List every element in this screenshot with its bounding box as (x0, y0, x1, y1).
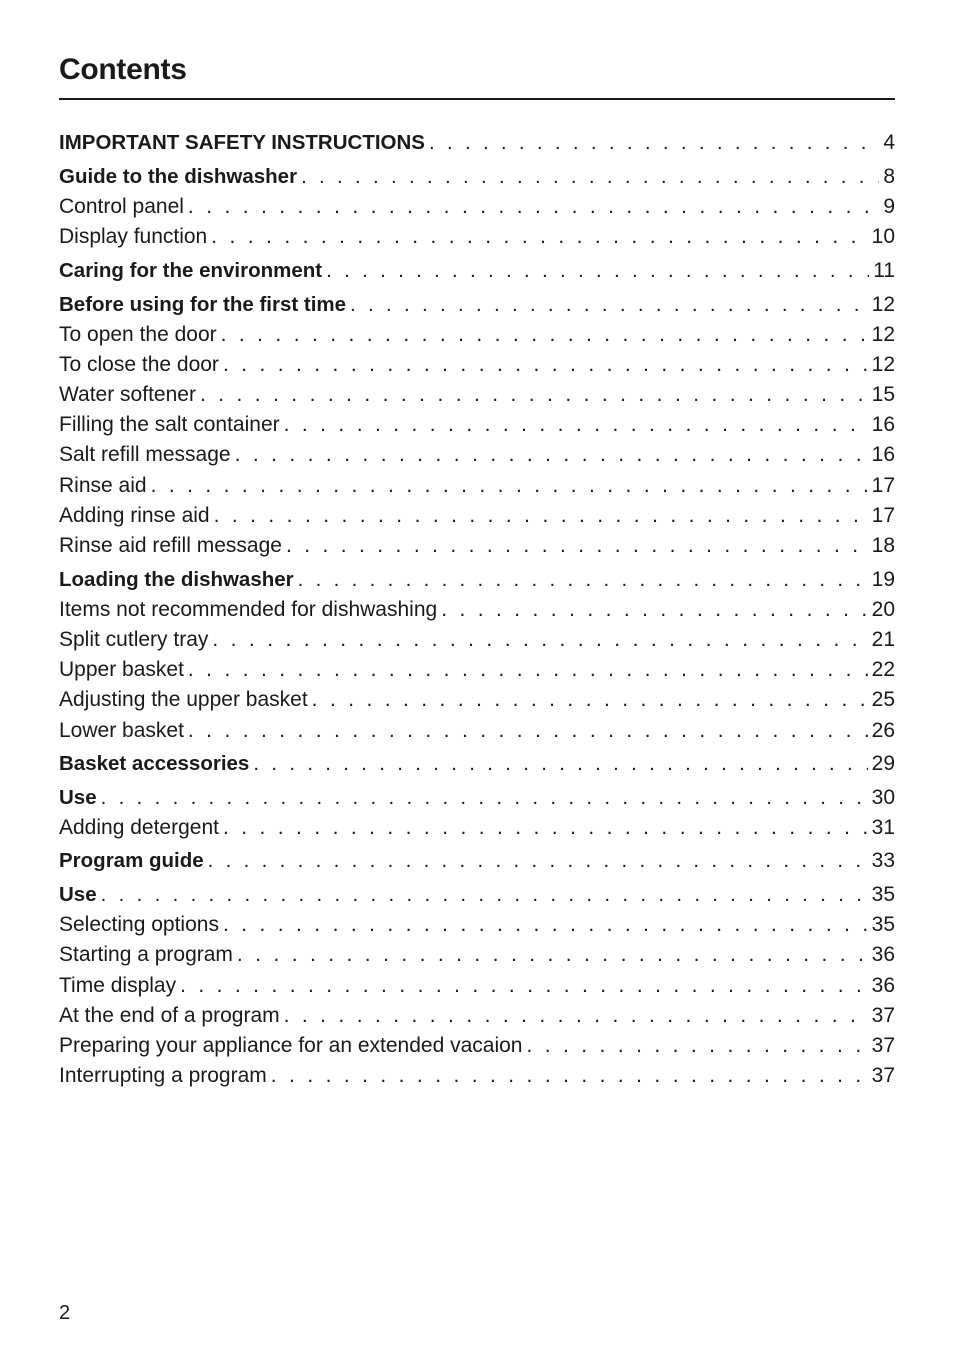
toc-dot-leader (312, 685, 868, 715)
toc-entry[interactable] (59, 531, 895, 561)
toc-entry[interactable] (59, 595, 895, 625)
toc-entry-label: Selecting options (59, 913, 219, 937)
toc-entry-page: 20 (871, 597, 895, 621)
toc-entry[interactable] (59, 685, 895, 715)
toc-entry-page: 25 (871, 688, 895, 712)
toc-dot-leader (188, 192, 879, 222)
toc-entry-page: 16 (871, 413, 895, 437)
toc-entry-label: Before using for the first time (59, 292, 347, 316)
toc-entry-page: 33 (871, 849, 895, 873)
toc-entry-page: 17 (871, 503, 895, 527)
toc-dot-leader (223, 813, 868, 843)
toc-dot-leader (223, 910, 868, 940)
toc-entry[interactable] (59, 440, 895, 470)
toc-dot-leader (221, 320, 868, 350)
toc-dot-leader (326, 256, 869, 286)
toc-entry-label: Interrupting a program (59, 1064, 267, 1088)
page-title: Contents (59, 53, 187, 86)
toc-entry-label: Loading the dishwasher (59, 567, 294, 591)
toc-dot-leader (214, 501, 868, 531)
toc-entry-label: Salt refill message (59, 443, 231, 467)
toc-entry[interactable] (59, 320, 895, 350)
toc-entry[interactable] (59, 162, 895, 192)
toc-entry-label: Guide to the dishwasher (59, 164, 298, 188)
toc-entry-label: To close the door (59, 352, 219, 376)
toc-entry[interactable] (59, 192, 895, 222)
toc-entry-label: Lower basket (59, 718, 184, 742)
toc-entry[interactable] (59, 350, 895, 380)
toc-entry-label: Items not recommended for dishwashing (59, 597, 438, 621)
toc-entry-label: Upper basket (59, 658, 184, 682)
toc-entry-page: 36 (871, 973, 895, 997)
toc-entry-page: 37 (871, 1033, 895, 1057)
toc-entry-page: 16 (871, 443, 895, 467)
toc-dot-leader (271, 1061, 868, 1091)
toc-entry-page: 12 (871, 322, 895, 346)
toc-entry[interactable] (59, 783, 895, 813)
toc-entry-label: Caring for the environment (59, 258, 323, 282)
toc-entry[interactable] (59, 256, 895, 286)
toc-dot-leader (208, 846, 868, 876)
toc-entry-label: Basket accessories (59, 752, 250, 776)
toc-entry-label: Use (59, 883, 97, 907)
toc-entry-page: 36 (871, 943, 895, 967)
toc-entry-page: 19 (871, 567, 895, 591)
toc-entry-page: 35 (871, 883, 895, 907)
toc-entry-label: Rinse aid refill message (59, 534, 282, 557)
toc-entry-page: 9 (883, 195, 895, 219)
toc-entry[interactable] (59, 290, 895, 320)
toc-entry[interactable] (59, 625, 895, 655)
toc-entry-label: Adding detergent (59, 815, 219, 839)
toc-entry-page: 11 (873, 258, 895, 282)
toc-entry[interactable] (59, 1001, 895, 1031)
toc-entry-label: Adjusting the upper basket (59, 688, 308, 712)
toc-entry-label: Use (59, 785, 97, 809)
toc-entry[interactable] (59, 971, 895, 1001)
toc-dot-leader (301, 162, 879, 192)
toc-dot-leader (284, 1001, 868, 1031)
toc-entry[interactable] (59, 1031, 895, 1061)
toc-entry-page: 31 (871, 815, 895, 839)
toc-entry-page: 10 (871, 225, 895, 249)
toc-entry[interactable] (59, 565, 895, 595)
toc-dot-leader (151, 471, 868, 501)
toc-entry-page: 4 (883, 131, 895, 155)
toc-dot-leader (223, 350, 868, 380)
toc-entry-label: IMPORTANT SAFETY INSTRUCTIONS (59, 131, 425, 155)
toc-entry-label: Rinse aid (59, 473, 147, 497)
toc-entry-page: 15 (871, 383, 895, 407)
toc-entry-page: 12 (871, 292, 895, 316)
toc-entry-page: 30 (871, 785, 895, 809)
toc-entry[interactable] (59, 940, 895, 970)
toc-entry[interactable] (59, 749, 895, 779)
toc-dot-leader (188, 655, 868, 685)
toc-dot-leader (350, 290, 868, 320)
toc-entry-page: 21 (871, 627, 895, 651)
toc-entry[interactable] (59, 716, 895, 746)
toc-dot-leader (200, 380, 868, 410)
toc-entry[interactable] (59, 471, 895, 501)
toc-entry-page: 37 (871, 1003, 895, 1027)
toc-entry[interactable] (59, 410, 895, 440)
toc-entry[interactable] (59, 128, 895, 158)
toc-entry-page: 12 (871, 352, 895, 376)
toc-dot-leader (298, 565, 868, 595)
toc-entry[interactable] (59, 380, 895, 410)
toc-entry-label: Time display (59, 973, 177, 997)
toc-dot-leader (284, 410, 868, 440)
toc-entry[interactable] (59, 1061, 895, 1091)
toc-entry-label: Preparing your appliance for an extended vacaion (59, 1033, 523, 1057)
toc-entry[interactable] (59, 501, 895, 531)
page-number: 2 (59, 1302, 71, 1324)
toc-entry[interactable] (59, 910, 895, 940)
toc-entry-label: Display function (59, 225, 208, 249)
toc-entry[interactable] (59, 222, 895, 252)
toc-dot-leader (212, 625, 867, 655)
toc-entry[interactable] (59, 813, 895, 843)
toc-dot-leader (180, 971, 868, 1001)
title-divider (59, 98, 895, 100)
toc-entry-page: 17 (871, 473, 895, 497)
toc-entry-page: 22 (871, 658, 895, 682)
toc-entry-page: 8 (883, 164, 895, 188)
toc-entry-label: Control panel (59, 195, 184, 219)
toc-entry-label: Filling the salt container (59, 413, 280, 437)
toc-entry[interactable] (59, 655, 895, 685)
toc-entry-page: 26 (871, 718, 895, 742)
toc-dot-leader (211, 222, 867, 252)
toc-dot-leader (101, 783, 868, 813)
toc-entry-label: At the end of a program (59, 1003, 280, 1027)
toc-dot-leader (526, 1031, 867, 1061)
toc-dot-leader (237, 940, 868, 970)
toc-entry-label: Water softener (59, 383, 196, 407)
toc-entry[interactable] (59, 846, 895, 876)
toc-entry-label: Program guide (59, 849, 204, 873)
toc-entry-page: 18 (871, 534, 895, 557)
toc-dot-leader (429, 128, 879, 158)
toc-dot-leader (235, 440, 868, 470)
toc-entry-page: 29 (871, 752, 895, 776)
toc-entry-label: Starting a program (59, 943, 233, 967)
toc-dot-leader (101, 880, 868, 910)
toc-entry-page: 35 (871, 913, 895, 937)
toc-dot-leader (188, 716, 868, 746)
toc-entry-label: To open the door (59, 322, 217, 346)
toc-entry-label: Adding rinse aid (59, 503, 210, 527)
toc-dot-leader (253, 749, 867, 779)
toc-entry-label: Split cutlery tray (59, 627, 209, 651)
table-of-contents (59, 125, 895, 1091)
toc-dot-leader (441, 595, 867, 625)
toc-entry[interactable] (59, 880, 895, 910)
toc-entry-page: 37 (871, 1064, 895, 1088)
toc-dot-leader (286, 531, 868, 561)
